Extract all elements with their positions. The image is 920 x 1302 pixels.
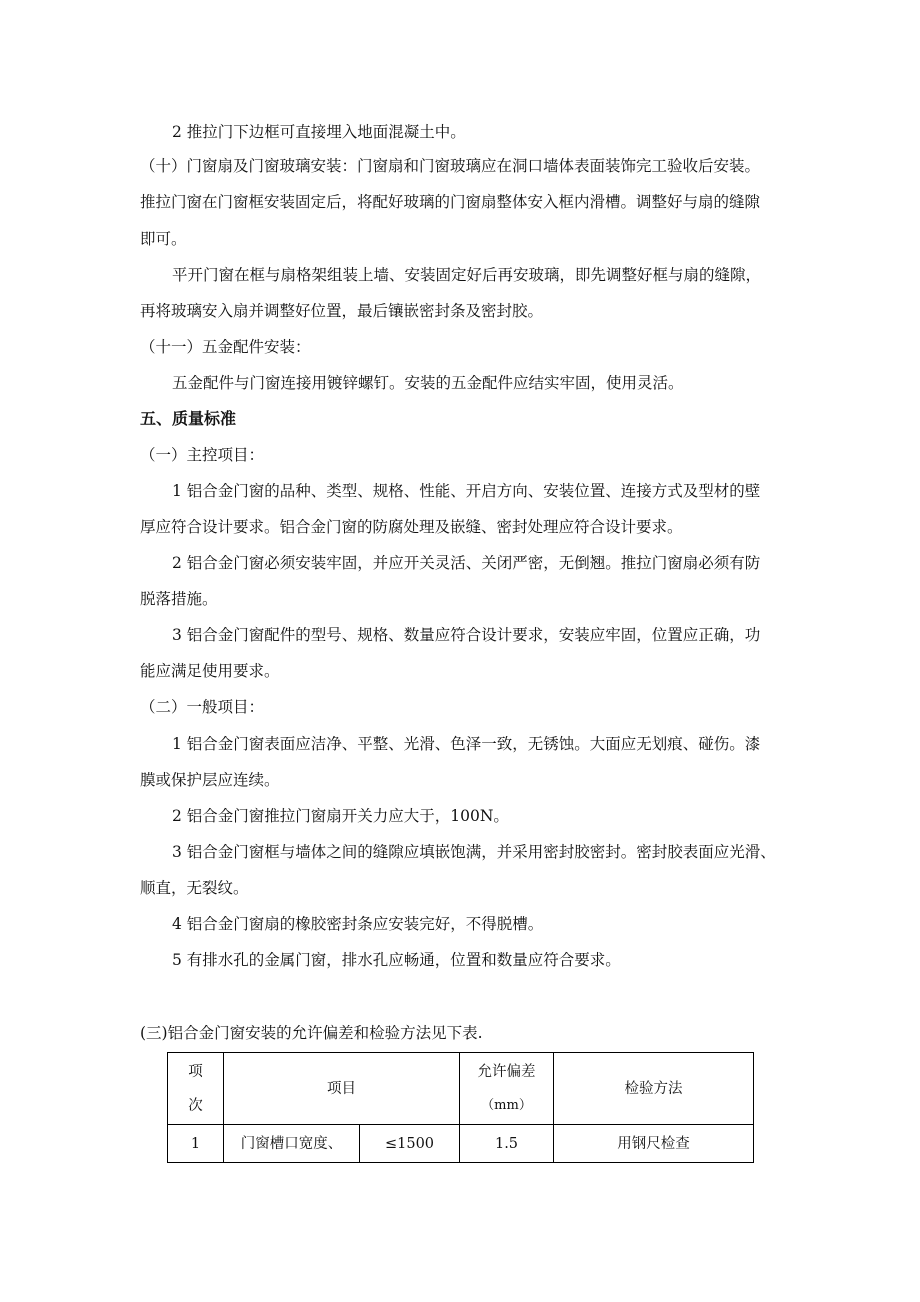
header-item: 项目: [224, 1053, 460, 1125]
header-tolerance-line: 允许偏差: [477, 1063, 536, 1080]
cell-item: 门窗槽口宽度、: [224, 1125, 360, 1163]
header-index-line: 次: [188, 1097, 203, 1114]
paragraph-line: 再将玻璃安入扇并调整好位置，最后镶嵌密封条及密封胶。: [140, 302, 544, 320]
paragraph-line: 2 铝合金门窗推拉门窗扇开关力应大于，100N。: [172, 807, 509, 825]
paragraph-line: 顺直，无裂纹。: [140, 879, 249, 897]
subsection-heading: （二）一般项目：: [140, 698, 265, 716]
paragraph-line: 推拉门窗在门窗框安装固定后，将配好玻璃的门窗扇整体安入框内滑槽。调整好与扇的缝隙: [140, 193, 761, 211]
paragraph-line: 2 铝合金门窗必须安装牢固，并应开关灵活、关闭严密，无倒翘。推拉门窗扇必须有防: [172, 554, 761, 572]
cell-tolerance: 1.5: [460, 1125, 554, 1163]
paragraph-line: （十）门窗扇及门窗玻璃安装：门窗扇和门窗玻璃应在洞口墙体表面装饰完工验收后安装。: [140, 157, 761, 175]
paragraph-line: 平开门窗在框与扇格架组装上墙、安装固定好后再安玻璃，即先调整好框与扇的缝隙，: [172, 266, 762, 284]
paragraph-line: 即可。: [140, 230, 187, 248]
header-method: 检验方法: [554, 1053, 754, 1125]
subsection-heading: （十一）五金配件安装：: [140, 338, 311, 356]
paragraph-line: 1 铝合金门窗的品种、类型、规格、性能、开启方向、安装位置、连接方式及型材的壁: [172, 482, 761, 500]
header-tolerance-line: （mm）: [481, 1097, 532, 1113]
paragraph-line: 5 有排水孔的金属门窗，排水孔应畅通，位置和数量应符合要求。: [172, 951, 621, 969]
header-index-line: 项: [188, 1063, 203, 1080]
paragraph-line: 2 推拉门下边框可直接埋入地面混凝土中。: [172, 123, 466, 141]
table-header-row: [168, 1053, 754, 1125]
paragraph-line: 4 铝合金门窗扇的橡胶密封条应安装完好，不得脱槽。: [172, 915, 544, 933]
paragraph-line: 能应满足使用要求。: [140, 662, 280, 680]
paragraph-line: 脱落措施。: [140, 590, 218, 608]
cell-method: 用钢尺检查: [554, 1125, 754, 1163]
paragraph-line: 五金配件与门窗连接用镀锌螺钉。安装的五金配件应结实牢固，使用灵活。: [172, 374, 684, 392]
paragraph-line: 膜或保护层应连续。: [140, 771, 280, 789]
section-heading: 五、质量标准: [140, 409, 237, 428]
table-caption: (三)铝合金门窗安装的允许偏差和检验方法见下表.: [140, 1024, 483, 1042]
cell-index: 1: [168, 1125, 224, 1163]
paragraph-line: 厚应符合设计要求。铝合金门窗的防腐处理及嵌缝、密封处理应符合设计要求。: [140, 518, 683, 536]
cell-range: ≤1500: [360, 1125, 460, 1163]
header-index: [168, 1053, 224, 1125]
header-tolerance: [460, 1053, 554, 1125]
subsection-heading: （一）主控项目：: [140, 446, 265, 464]
paragraph-line: 3 铝合金门窗配件的型号、规格、数量应符合设计要求，安装应牢固，位置应正确，功: [172, 626, 761, 644]
paragraph-line: 1 铝合金门窗表面应洁净、平整、光滑、色泽一致，无锈蚀。大面应无划痕、碰伤。漆: [172, 735, 761, 753]
tolerance-table: [167, 1052, 754, 1163]
paragraph-line: 3 铝合金门窗框与墙体之间的缝隙应填嵌饱满，并采用密封胶密封。密封胶表面应光滑、: [172, 843, 776, 861]
table-row: [168, 1125, 754, 1163]
